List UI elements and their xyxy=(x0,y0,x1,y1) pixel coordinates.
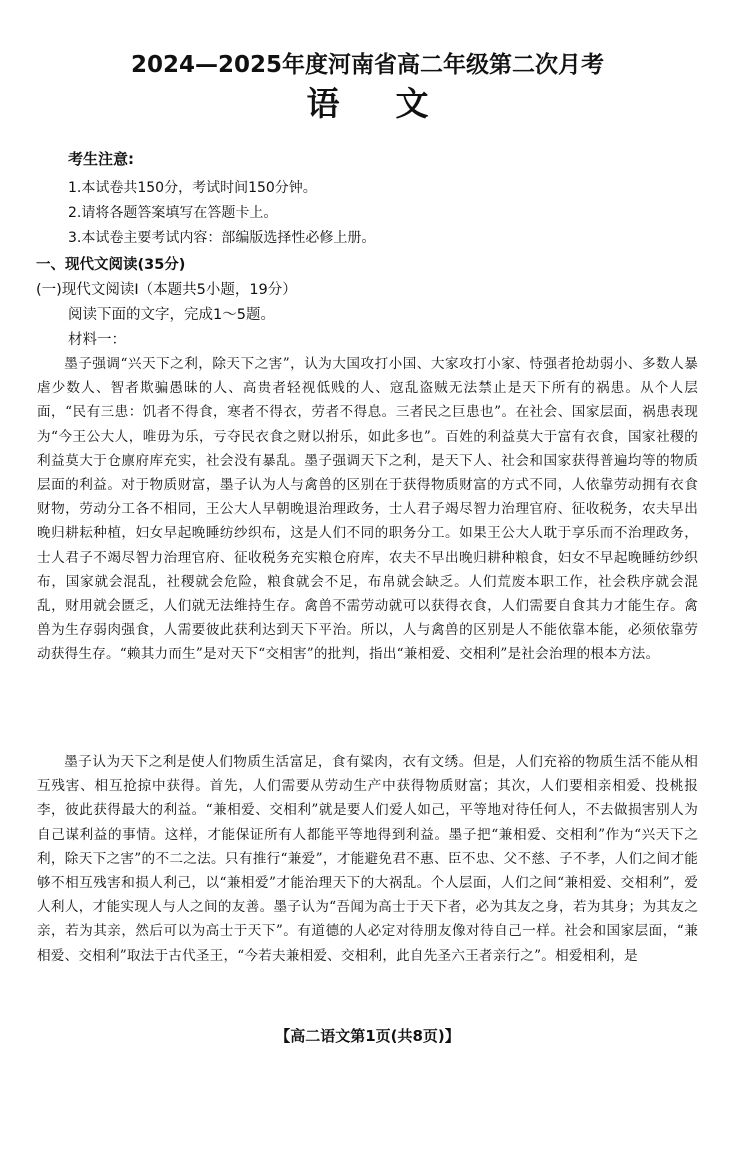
body-paragraph: 墨子强调“兴天下之利，除天下之害”，认为大国攻打小国、大家攻打小家、恃强者抢劫弱小、多数人暴虐少数人、智者欺骗愚昧的人、高贵者轻视低贱的人、寇乱盗贼无法禁止是天下所有的祸患。从个人层面，“民有三患：饥者不得食，寒者不得衣，劳者不得息。三者民之巨患也”。在社会、国家层面，祸患表现为“今王公大人，唯毋为乐，亏夺民衣食之财以拊乐，如此多也”。百姓的利益莫大于富有衣食，国家社稷的利益莫大于仓廪府库充实，社会没有暴乱。墨子强调天下之利，是天下人、社会和国家获得普遍均等的物质层面的利益。对于物质财富，墨子认为人与禽兽的区别在于获得物质财富的方式不同，人依靠劳动拥有衣食财物，劳动分工各不相同，王公大人早朝晚退治理政务，士人君子竭尽智力治理官府、征收税务，农夫早出晚归耕耘种植，妇女早起晚睡纺纱织布，这是人们不同的职务分工。如果王公大人耽于享乐而不治理政务，士人君子不竭尽智力治理官府、征收税务充实粮仓府库，农夫不早出晚归耕种粮食，妇女不早起晚睡纺纱织布，国家就会混乱，社稷就会危险，粮食就会不足，布帛就会缺乏。人们荒废本职工作，社会秩序就会混乱，财用就会匮乏，人们就无法维持生存。禽兽不需劳动就可以获得衣食，人们需要自食其力才能生存。禽兽为生存弱肉强食，人需要彼此获利达到天下平治。所以，人与禽兽的区别是人不能依靠本能，必须依靠劳动获得生存。“赖其力而生”是对天下“交相害”的批判，指出“兼相爱、交相利”是社会治理的根本方法。 xyxy=(37,356,698,663)
notice-item: 1.本试卷共150分，考试时间150分钟。 xyxy=(68,180,317,196)
subject-title: 语文 xyxy=(306,84,485,123)
notice-item: 2.请将各题答案填写在答题卡上。 xyxy=(68,205,278,221)
notice-item: 3.本试卷主要考试内容：部编版选择性必修上册。 xyxy=(68,230,376,246)
page-footer: 【高二语文第1页(共8页)】 xyxy=(275,1027,460,1045)
subsection-heading: (一)现代文阅读I（本题共5小题，19分） xyxy=(36,282,297,298)
body-paragraph: 墨子认为天下之利是使人们物质生活富足，食有粱肉，衣有文绣。但是，人们充裕的物质生活不能从相互残害、相互抢掠中获得。首先，人们需要从劳动生产中获得物质财富；其次，人们要相亲相爱、投桃报李，彼此获得最大的利益。“兼相爱、交相利”就是要人们爱人如己，平等地对待任何人，不去做损害别人为自己谋利益的事情。这样，才能保证所有人都能平等地得到利益。墨子把“兼相爱、交相利”作为“兴天下之利，除天下之害”的不二之法。只有推行“兼爱”，才能避免君不惠、臣不忠、父不慈、子不孝，人们之间才能够不相互残害和损人利己，以“兼相爱”才能治理天下的大祸乱。个人层面，人们之间“兼相爱、交相利”，爱人利人，才能实现人与人之间的友善。墨子认为“吾闻为高士于天下者，必为其友之身，若为其身；为其友之亲，若为其亲，然后可以为高士于天下”。有道德的人必定对待朋友像对待自己一样。社会和国家层面，“兼相爱、交相利”取法于古代圣王，“今若夫兼相爱、交相利，此自先圣六王者亲行之”。相爱相利，是 xyxy=(37,754,698,964)
exam-title: 2024—2025年度河南省高二年级第二次月考 xyxy=(130,52,605,78)
material-label: 材料一： xyxy=(68,332,126,348)
section-heading: 一、现代文阅读(35分) xyxy=(36,257,186,273)
reading-instruction: 阅读下面的文字，完成1～5题。 xyxy=(68,307,275,323)
notice-heading: 考生注意: xyxy=(68,150,134,168)
